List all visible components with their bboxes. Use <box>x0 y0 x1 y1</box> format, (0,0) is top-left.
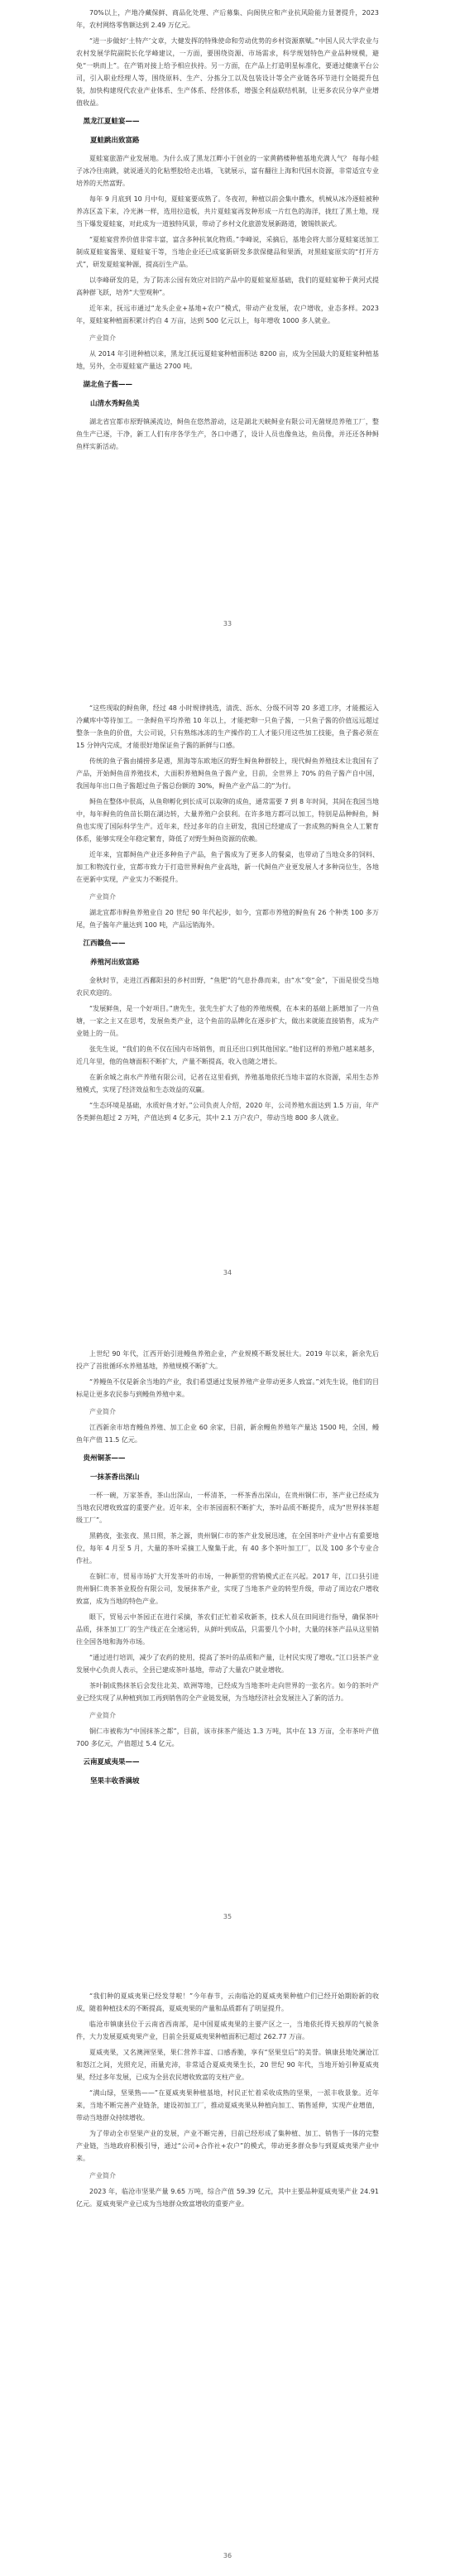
paragraph: 70%以上，产地冷藏保鲜、商品化处理、产后募集、向阁侠应和产业抗风险能力显著提升，2023 年，农村网络零售额达到 2.49 万亿元。 <box>76 9 379 29</box>
paragraph: 湖北省宜都市原野镇溪流边，鲟鱼在悠然游动，这是湖北天峡鲟业有限公司无菌规范养殖工厂，整鱼生产已逐，干净，新工人们有序各学生产，各口中遇了，设计人员也像鱼达，鱼员像，并还还各种鲟鱼样实新活动。 <box>76 418 379 450</box>
paragraph: 湖北宜都市鲟鱼养殖业自 20 世纪 90 年代起步，如今，宜都市养殖的鲟鱼有 26 个种类 100 多万尾，鱼子酱年产量达到 100 吨，产品远销海外。 <box>76 909 379 929</box>
page-number: 35 <box>223 1913 232 1920</box>
section-subheading: 养殖河出致富路 <box>90 959 140 967</box>
page-35 <box>0 1291 455 1935</box>
paragraph: 近年来，抚远市通过“龙头企业+基地+农户”模式，带动产业发展，农户增收，业态多样。2023 年，夏蛙宴种植面积累计约自 4 万亩，达到 500 亿元以上，每年增收 1000 多人就业。 <box>76 305 379 324</box>
page-content <box>76 1348 379 1793</box>
section-subheading: 夏蛙跳出致富路 <box>90 137 140 145</box>
page-content <box>76 702 379 1127</box>
paragraph: “生态环境是基础，水质好鱼才好。”公司负责人介绍，2020 年，公司养殖水面达到 1.5 万亩，年产各类鲜鱼超过 2 万吨，产值达到 4 亿多元，其中 2.1 万户农户，带动当地 800 多人就业。 <box>76 1102 379 1122</box>
paragraph: 鲟鱼在整体中很高，从鱼卵孵化到长成可以取卵的成鱼，通常需要 7 到 8 年时间，其间在我国当地中，每年鲟鱼的鱼苗长期在湖边转，大量养殖户会获利。在许多地方都可以加工，特别是品种鲟鱼，鲟鱼也实现了国际科学生产。近年来，经过多年的自主研发，我国已经建成了一套成熟的鲟鱼全人工繁育体系，能够实现全年稳定繁育，降低了对野生鲟鱼资源的依赖。 <box>76 798 379 843</box>
page-number: 34 <box>223 1269 232 1276</box>
paragraph: “这些现取的鲟鱼卵，经过 48 小时规律挑选，清洗、沥水、分级不同等 20 多道工序，才能搬运入冷藏库中等待加工。一条鲟鱼平均养殖 10 年以上，才能把卵一只鱼子酱，一只鱼子酱的价值远远超过整条一条鱼的价值，大公司说，只有熟练冰冻的生产操作的工人才能只用这些加工技能，鱼子酱必须在 15 分钟内完成，才能很好地保证鱼子酱的新鲜与口感。 <box>76 704 379 749</box>
paragraph: 眼下，贸易云中茶园正在进行采摘，茶农们正忙着采收新茶，技术人员在田间进行指导，确保茶叶品质，抹茶加工厂的生产线正在全速运转，从鲜叶到成品，只需要几个小时，大量的抹茶产品从这里销往全国各地和海外市场。 <box>76 1613 379 1646</box>
paragraph: 铜仁市被称为“中国抹茶之都”，目前，该市抹茶产能达 1.3 万吨，其中在 13 万亩，全市茶叶产值 700 多亿元，产值超过 5.4 亿元。 <box>76 1728 379 1747</box>
section-heading: 黑龙江夏蛙宴—— <box>83 118 140 126</box>
paragraph: 在铜仁市，贸易市场扩大开发茶叶的市场，一种新型的营销模式正在兴起。2017 年，江口县引进贵州铜仁贵茶茶业股份有限公司，发展抹茶产业，实现了当地茶产业的转型升级，带动了周边农户增收致富，成为当地的特色产业。 <box>76 1573 379 1605</box>
paragraph: 江西新余市培育鳗鱼养殖、加工企业 60 余家，目前，新余鳗鱼养殖年产量达 1500 吨，全国，鳗鱼年产值 11.5 亿元。 <box>76 1424 379 1444</box>
paragraph: 临沧市镇康县位于云南省西南部，是中国夏威夷果的主要产区之一，当地依托得天独厚的气候条件，大力发展夏威夷果产业，目前全县夏威夷果种植面积已超过 262.77 万亩。 <box>76 2021 379 2040</box>
source-label: 产业简介 <box>89 1712 116 1719</box>
paragraph: “夏蛙宴营养价值非常丰富，富含多种抗氧化物质。”李峰说，采摘后，基地会将大部分夏蛙宴送加工制成夏蛙宴酱果、夏蛙宴干等，当地企业还已成宴新研发多款保健品和果酒，对黑蛙宴原实的“打开方式”，研发夏蛙宴种源，提高衍生产品。 <box>76 236 379 268</box>
paragraph: “发展鲜鱼，是一个好项目。”唐先生，张先生扩大了他的养殖规模，在本来的基础上新增加了一片鱼塘，一家之主又在思考，发展鱼类产业，这个鱼苗的品牌化在逐步扩大，做出来就能直接销售，成为产业链上的一员。 <box>76 1005 379 1037</box>
page-33 <box>0 0 455 647</box>
section-heading: 贵州铜茶—— <box>83 1454 126 1463</box>
paragraph: 张先生说，“我们的鱼不仅在国内市场销售，而且还出口到其他国家。”他们这样的养殖户越来越多，近几年里，他的鱼塘面积不断扩大，产量不断提高，收入也随之增长。 <box>76 1045 379 1065</box>
paragraph: 茶叶制成熟抹茶后会发往北美、欧洲等地，已经成为当地茶叶走向世界的一张名片。如今的茶叶产业已经实现了从种植到加工再到销售的全产业链发展，为当地经济社会发展注入了新的活力。 <box>76 1682 379 1702</box>
paragraph: 在新余城之南水产养殖有限公司，记者在这里看到，养殖基地依托当地丰富的水资源，采用生态养殖模式，实现了经济效益和生态效益的双赢。 <box>76 1074 379 1093</box>
paragraph: 近年来，宜都鲟鱼产业还多种鱼子产品，鱼子酱成为了更多人的餐桌，也带动了当地众多的饲料、加工和物流行业，宜都市致力于打造世界鲟鱼产业高地，新一代鲟鱼产业更发展人才多种岗位生，各地在更新中实现，产业实力不断提升。 <box>76 851 379 883</box>
source-label: 产业简介 <box>89 1408 116 1415</box>
paragraph: 黑鹤夜，张张夜、黑日照，茶之源，贵州铜仁市的茶产业发展迅速，在全国茶叶产业中占有重要地位，每年 4 月至 5 月，大量的茶叶采摘工人聚集于此，有 40 多个茶叶加工厂，以及 100 多个专业合作社。 <box>76 1532 379 1564</box>
paragraph: 夏威夷果，又名澳洲坚果，果仁营养丰富、口感香脆，享有“坚果皇后”的美誉。镇康县地处澜沧江和怒江之间，光照充足，雨量充沛，非常适合夏威夷果生长，20 世纪 90 年代，当地开始引种夏威夷果，经过多年发展，已成为全县农民增收致富的支柱产业。 <box>76 2049 379 2081</box>
paragraph: 以李峰研发的是，为了防冻公园有效应对旧的产品中的夏蛙宴原基础，我们的夏蛙宴种于黄河式提高种群飞跃，培养“大型观种”。 <box>76 276 379 296</box>
paragraph: 夏蛙宴旅游产业发展地。为什么成了黑龙江畔小于创业的一家黄鹤楼种植基地充满人气？ 每每小蛙子冰冷往南跳，就说通关的化粘塑胶给走出墙，飞就展示，富有翻往上海和代国水资源，非常适宜专业培养的天然富野。 <box>76 155 379 187</box>
paragraph: “满山绿，坚果熟——”在夏威夷果种植基地，村民正忙着采收成熟的坚果，一派丰收景象。近年来，当地不断完善产业链条，建设初加工厂，推动夏威夷果从种植向加工、销售延伸，实现产业增值，带动当地群众持续增收。 <box>76 2089 379 2122</box>
section-subheading: 一抹茶香出深山 <box>90 1473 140 1482</box>
paragraph: 2023 年，临沧市坚果产量 9.65 万吨，综合产值 59.39 亿元，其中主要品种夏威夷果产业 24.91 亿元。夏威夷果产业已成为当地群众致富增收的重要产业。 <box>76 2188 379 2208</box>
paragraph: 为了带动全市坚果产业的发展，产业不断完善，目前已经形成了集种植、加工、销售于一体的完整产业链，当地政府积极引导，通过“公司+合作社+农户”的模式，带动更多群众参与到夏威夷果产业中来。 <box>76 2130 379 2162</box>
section-subheading: 山清水秀鲟鱼美 <box>90 400 140 408</box>
page-36 <box>0 1935 455 2576</box>
paragraph: “通过进行培训，减少了农药的使用，提高了茶叶的品质和产量，让村民实现了增收。”江口县茶产业发展中心负责人表示，全县已建成茶叶基地，带动了大量农户就业增收。 <box>76 1654 379 1674</box>
paragraph: 上世纪 90 年代，江西开始引进鳗鱼养殖企业，产业规模不断发展壮大。2019 年以来，新余先后投产了首批循环水养殖基地，养殖规模不断扩大。 <box>76 1350 379 1370</box>
section-heading: 江西赣鱼—— <box>83 940 126 948</box>
section-heading: 湖北鱼子酱—— <box>83 381 133 389</box>
paragraph: 一杯一碗，万家茶香，茶山出深山，一杯清茶，一杯茶香出深山，在贵州铜仁市，茶产业已经成为当地农民增收致富的重要产业。近年来，全市茶园面积不断扩大，茶叶品质不断提升，成为“世界抹茶超级工厂”。 <box>76 1492 379 1524</box>
page-34 <box>0 647 455 1291</box>
page-content <box>76 7 379 456</box>
source-label: 产业简介 <box>89 893 116 901</box>
page-number: 36 <box>223 2552 232 2559</box>
paragraph: “我们种的夏威夷果已经发芽啦！”今年春节，云南临沧的夏威夷果种植户们已经开始期盼新的收成，随着种植技术的不断提高，夏威夷果的产量和品质都有了明显提升。 <box>76 1992 379 2012</box>
paragraph: 金秋时节，走进江西鄱阳县的乡村田野，“鱼肥”的气息扑鼻而来，由“水”变“金”，下面是很受当地农民欢迎的。 <box>76 977 379 997</box>
paragraph: 从 2014 年引进种植以来，黑龙江抚远夏蛙宴种植面积达 8200 亩，成为全国最大的夏蛙宴种植基地，另外，全市夏蛙宴产量达 2700 吨。 <box>76 350 379 370</box>
paragraph: 每年 9 月底到 10 月中旬，夏蛙宴要成熟了。冬夜初，种植以前会集中撒水，机械从冰冷逐蛙被种养冻区盖下来，冷光淋一样，选用拉造板，共片夏蛙宴再发种形成一片红色的海洋，拢红了黑土地，现当下爆发夏蛙宴，对此成为一道独特风景，带动了乡村文化旅游发展新路道，镀锡铁嵌式。 <box>76 195 379 228</box>
paragraph: 传统的鱼子酱由捕捞多是遇，黑海等东欧地区的野生鲟鱼种群较上，现代鲟鱼养殖技术让我国有了产品，开始鲟鱼苗养殖技术，大面积养殖鲟鱼鱼子酱产业，目前，全世界上 70% 的鱼子酱产自中国，我国每年出口鱼子酱超过鱼子酱总份额的 30%，鲟鱼产业产品二的“为行。 <box>76 757 379 790</box>
page-content <box>76 1990 379 2213</box>
section-heading: 云南夏威夷果—— <box>83 1758 140 1766</box>
source-label: 产业简介 <box>89 2172 116 2180</box>
section-subheading: 坚果丰收香满坡 <box>90 1777 140 1785</box>
paragraph: “养鳗鱼不仅是新余当地的产业，我们希望通过发展养殖产业带动更多人致富。”刘先生说，他们的目标是让更多农民参与到鳗鱼养殖中来。 <box>76 1378 379 1398</box>
page-number: 33 <box>223 620 232 627</box>
source-label: 产业简介 <box>89 334 116 342</box>
paragraph: “进一步做好‘土特产’文章，大健发挥的特殊使命和劳动优势的乡村资源禀赋。”中国人民大学农业与农村发展学院副院长化学峰建议，一方面，要围绕资源、市场需求，科学规划特色产业品种规模，避免“一哄而上”。在产销对接上给予相应扶持。另一方面，在产品上打造明星标准化，要通过健康平台公司，引入职业经理人等，围绕原料、生产、分拣分工以及包装设计等全产业链各环节进行全链提升包装，加快构建现代农业产业体系、生产体系、经营体系，增强全利益联结机制，让更多农民分享产业增值收益。 <box>76 37 379 107</box>
